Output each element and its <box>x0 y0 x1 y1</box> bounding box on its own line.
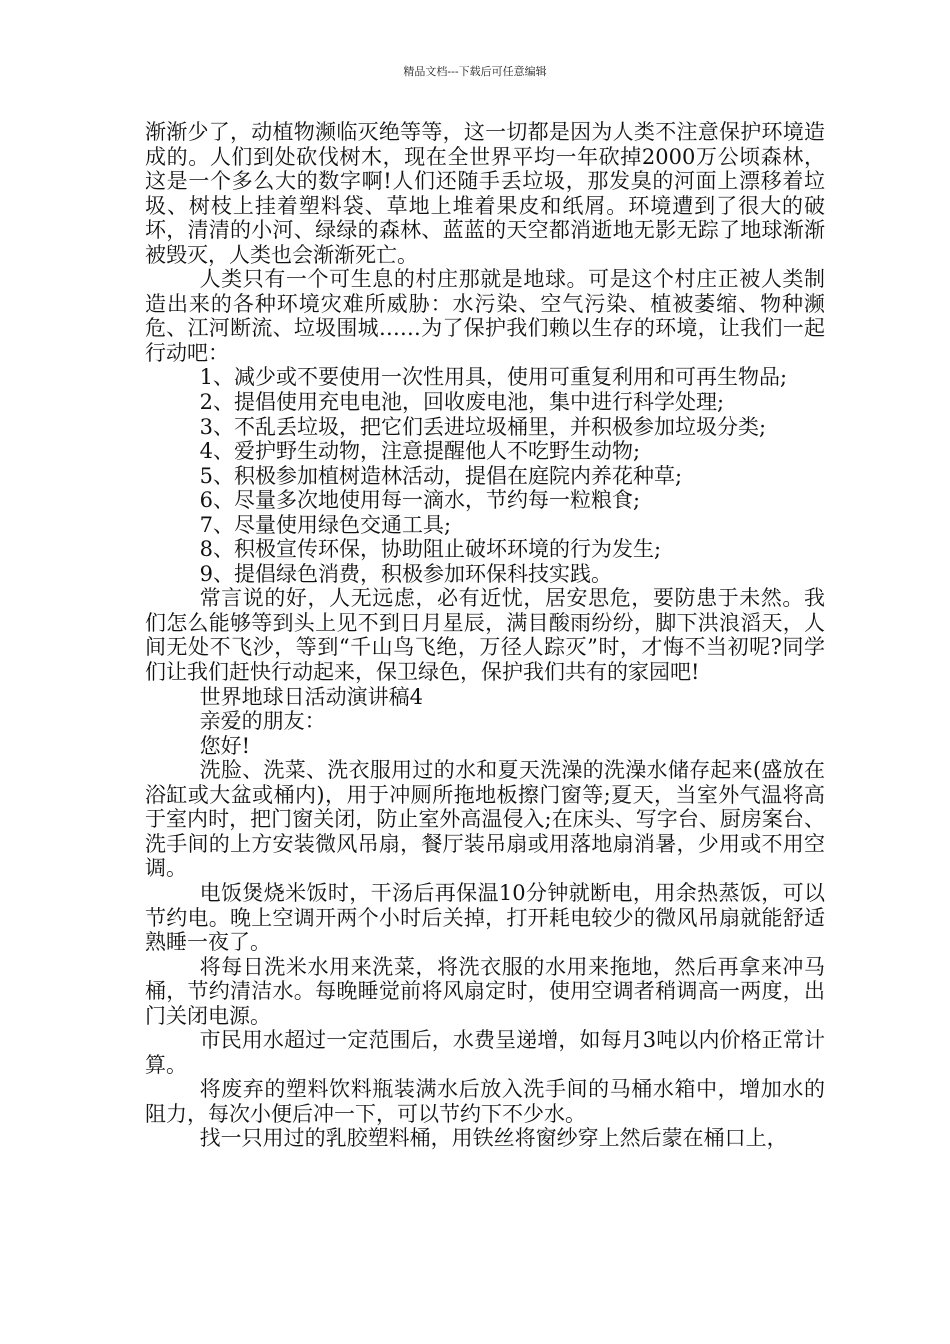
paragraph-earth-village: 人类只有一个可生息的村庄那就是地球。可是这个村庄正被人类制造出来的各种环境灾难所威胁：水污染、空气污染、植被萎缩、物种濒危、江河断流、垃圾围城……为了保护我们赖以生存的环境，让我们一起行动吧： <box>145 267 825 365</box>
page-header: 精品文档---下载后可任意编辑 <box>403 65 547 78</box>
list-item: 4、爱护野生动物，注意提醒他人不吃野生动物; <box>199 439 641 464</box>
list-item: 3、不乱丢垃圾，把它们丢进垃圾桶里，并积极参加垃圾分类; <box>199 414 767 439</box>
list-item: 6、尽量多次地使用每一滴水，节约每一粒粮食; <box>199 488 641 513</box>
speech-title: 世界地球日活动演讲稿4 <box>199 684 423 709</box>
paragraph-proverb: 常言说的好，人无远虑，必有近忧，居安思危，要防患于未然。我们怎么能够等到头上见不到日月星辰，满目酸雨纷纷，脚下洪浪滔天，人间无处不飞沙，等到“千山鸟飞绝，万径人踪灭”时，才悔不当初呢?同学们让我们赶快行动起来，保卫绿色，保护我们共有的家园吧! <box>145 586 825 685</box>
paragraph-rice-cooker: 电饭煲烧米饭时，干汤后再保温10分钟就断电，用余热蒸饭，可以节约电。晚上空调开两个小时后关掉，打开耗电较少的微风吊扇就能舒适熟睡一夜了。 <box>145 880 825 955</box>
paragraph-rice-water: 将每日洗米水用来洗菜，将洗衣服的水用来拖地，然后再拿来冲马桶，节约清洁水。每晚睡觉前将风扇定时，使用空调者稍调高一两度，出门关闭电源。 <box>145 954 825 1028</box>
list-item: 5、积极参加植树造林活动，提倡在庭院内养花种草; <box>199 463 683 488</box>
paragraph-environment-damage: 渐渐少了，动植物濒临灭绝等等，这一切都是因为人类不注意保护环境造成的。人们到处砍伐树木，现在全世界平均一年砍掉2000万公顷森林，这是一个多么大的数字啊!人们还随手丢垃圾，那发臭的河面上漂移着垃圾、树枝上挂着塑料袋、草地上堆着果皮和纸屑。环境遭到了很大的破坏，清清的小河、绿绿的森林、蓝蓝的天空都消逝地无影无踪了地球渐渐被毁灭，人类也会渐渐死亡。 <box>145 120 825 267</box>
list-item: 8、积极宣传环保，协助阻止破坏环境的行为发生; <box>199 537 662 562</box>
paragraph-plastic-bucket: 找一只用过的乳胶塑料桶，用铁丝将窗纱穿上然后蒙在桶口上， <box>199 1126 788 1151</box>
paragraph-water-reuse: 洗脸、洗菜、洗衣服用过的水和夏天洗澡的洗澡水储存起来(盛放在浴缸或大盆或桶内)，用于冲厕所拖地板擦门窗等;夏天，当室外气温将高于室内时，把门窗关闭，防止室外高温侵入;在床头、写字台、厨房案台、洗手间的上方安装微风吊扇，餐厅装吊扇或用落地扇消暑，少用或不用空调。 <box>145 758 825 881</box>
list-item: 7、尽量使用绿色交通工具; <box>199 512 452 537</box>
paragraph-bottle-tank: 将废弃的塑料饮料瓶装满水后放入洗手间的马桶水箱中，增加水的阻力，每次小便后冲一下，可以节约下不少水。 <box>145 1077 825 1126</box>
salutation: 亲爱的朋友： <box>199 709 326 734</box>
paragraph-water-fee: 市民用水超过一定范围后，水费呈递增，如每月3吨以内价格正常计算。 <box>145 1028 825 1077</box>
greeting: 您好! <box>199 733 251 758</box>
list-item: 9、提倡绿色消费，积极参加环保科技实践。 <box>199 561 612 586</box>
list-item: 1、减少或不要使用一次性用具，使用可重复利用和可再生物品; <box>199 365 788 390</box>
document-body <box>145 120 825 1151</box>
list-item: 2、提倡使用充电电池，回收废电池，集中进行科学处理; <box>199 390 725 415</box>
